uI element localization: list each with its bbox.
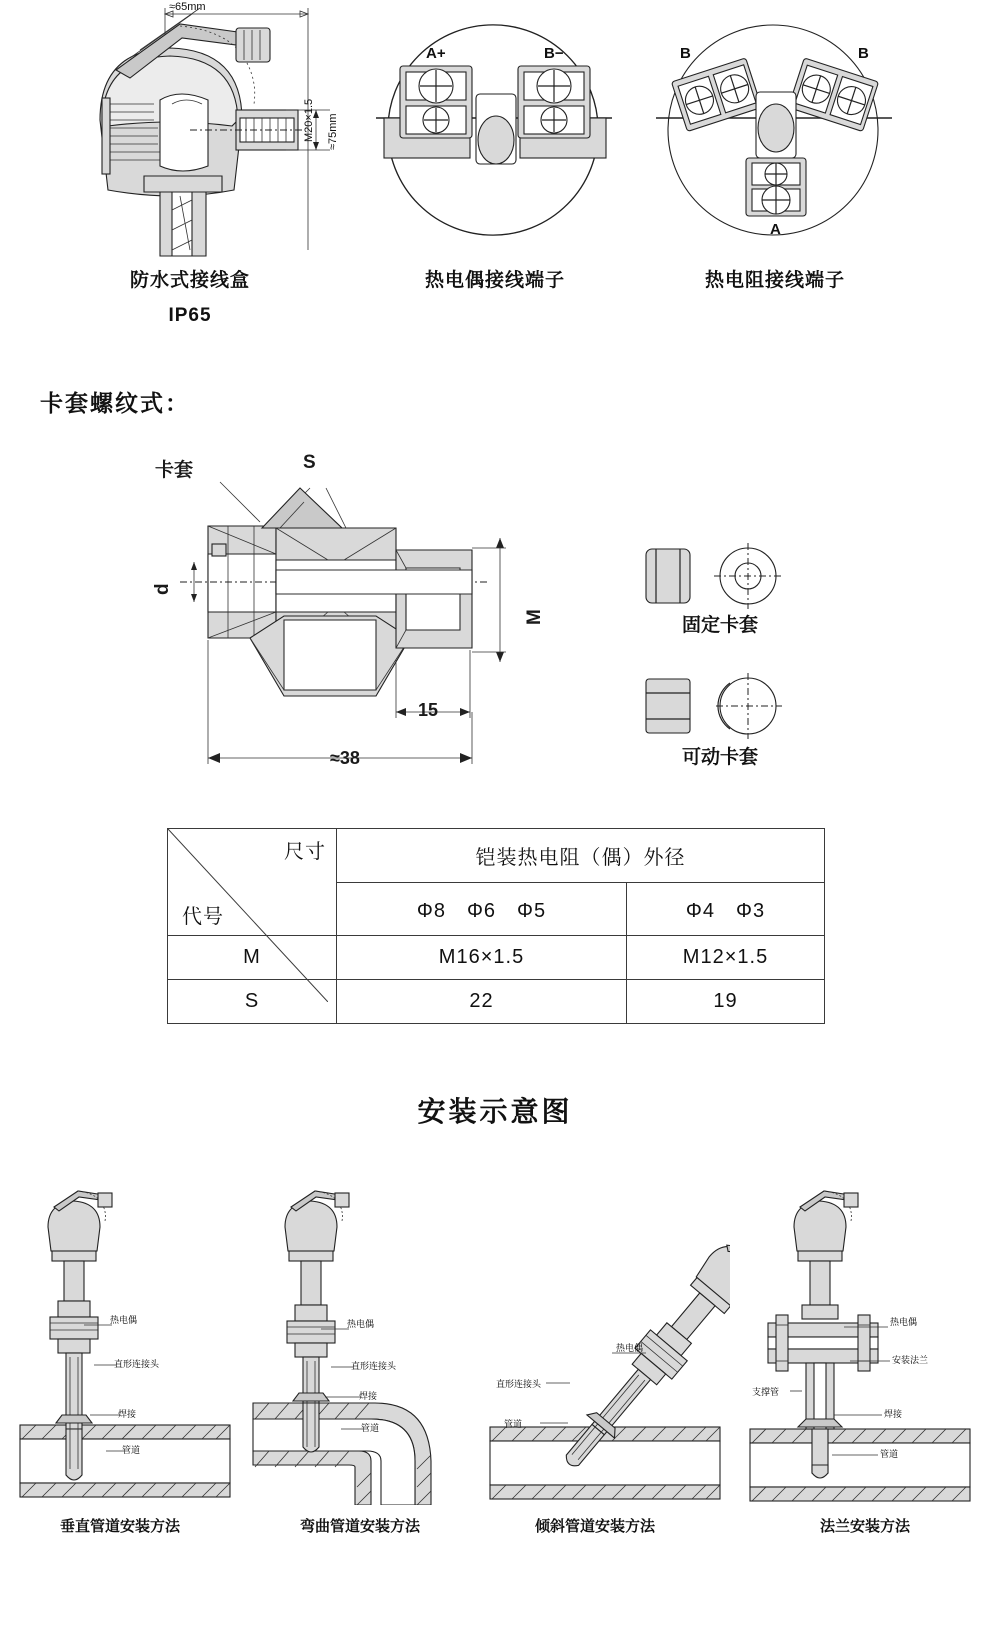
label-weld: 焊接 (118, 1409, 137, 1419)
figure1-caption-line2: IP65 (168, 305, 212, 326)
label-straight-connector: 直形连接头 (114, 1359, 160, 1369)
ferrule-drawing (150, 450, 570, 790)
len-38-label: ≈38 (330, 748, 360, 768)
label-weld: 焊接 (359, 1391, 378, 1401)
label-pipe: 管道 (880, 1449, 899, 1459)
mounting-figure-inclined (480, 1175, 730, 1505)
figure1-caption-line1: 防水式接线盒 (129, 270, 250, 291)
table-corner-cell (168, 829, 337, 936)
mounting-figure-bent (245, 1175, 475, 1505)
mounting-caption-vertical: 垂直管道安装方法 (59, 1518, 180, 1535)
table-header-span: 铠装热电阻（偶）外径 (337, 829, 825, 883)
label-pipe: 管道 (122, 1445, 141, 1455)
mounting-caption-bent: 弯曲管道安装方法 (299, 1518, 420, 1535)
label-pipe: 管道 (361, 1423, 380, 1433)
mounting-caption-inclined: 倾斜管道安装方法 (534, 1518, 655, 1535)
terminal-label-b-minus: B− (544, 45, 564, 62)
d-label: d (152, 583, 173, 595)
table-row-code-s: S (168, 980, 337, 1024)
rtd-terminal-figure (650, 10, 900, 250)
label-thermocouple: 热电偶 (110, 1315, 138, 1325)
terminal-label-a-plus: A+ (426, 45, 446, 62)
mounting-figure-flange (740, 1175, 980, 1505)
terminal-label-b-left: B (680, 45, 691, 62)
waterproof-box-figure (40, 0, 340, 260)
terminal-label-a: A (770, 221, 781, 238)
table-cell-m-1: M16×1.5 (337, 936, 627, 980)
dim-m (472, 538, 506, 662)
label-straight-connector: 直形连接头 (496, 1379, 542, 1389)
label-thermocouple: 热电偶 (616, 1343, 644, 1353)
table-row (168, 829, 825, 883)
label-pipe: 管道 (504, 1419, 523, 1429)
label-thermocouple: 热电偶 (347, 1319, 375, 1329)
terminal-label-b-right: B (858, 45, 869, 62)
figure2-caption: 热电偶接线端子 (424, 270, 565, 291)
table-cell-s-2: 19 (627, 980, 825, 1024)
thermocouple-terminal-figure (370, 10, 620, 250)
spec-table (167, 828, 825, 1024)
fixed-ferrule-label: 固定卡套 (681, 615, 758, 636)
table-cell-m-2: M12×1.5 (627, 936, 825, 980)
table-row-code-m: M (168, 936, 337, 980)
table-col-header-2: Φ4 Φ3 (627, 882, 825, 936)
mounting-figure-vertical (10, 1175, 240, 1505)
figure3-caption: 热电阻接线端子 (704, 270, 845, 291)
mounting-caption-flange: 法兰安装方法 (819, 1518, 910, 1535)
ferrule-label: 卡套 (155, 460, 194, 481)
table-col-header-1: Φ8 Φ6 Φ5 (337, 882, 627, 936)
m-label: M (524, 609, 545, 625)
mounting-heading: 安装示意图 (417, 1096, 573, 1127)
label-straight-connector: 直形连接头 (351, 1361, 397, 1371)
dim-width-text: ≈65mm (169, 1, 206, 13)
label-thermocouple: 热电偶 (890, 1317, 918, 1327)
section-heading-ferrule: 卡套螺纹式： (40, 390, 190, 416)
dim-height-text: ≈75mm (327, 113, 339, 150)
s-label: S (303, 452, 316, 473)
table-cell-s-1: 22 (337, 980, 627, 1024)
label-mounting-flange: 安装法兰 (892, 1355, 929, 1365)
dim-thread-text: M20×1.5 (303, 98, 315, 142)
label-support-tube: 支撑管 (752, 1387, 780, 1397)
label-weld: 焊接 (884, 1409, 903, 1419)
movable-ferrule-label: 可动卡套 (681, 747, 758, 768)
corner-code-label: 代号 (182, 906, 224, 928)
corner-size-label: 尺寸 (284, 841, 326, 863)
len-15-label: 15 (418, 700, 439, 720)
